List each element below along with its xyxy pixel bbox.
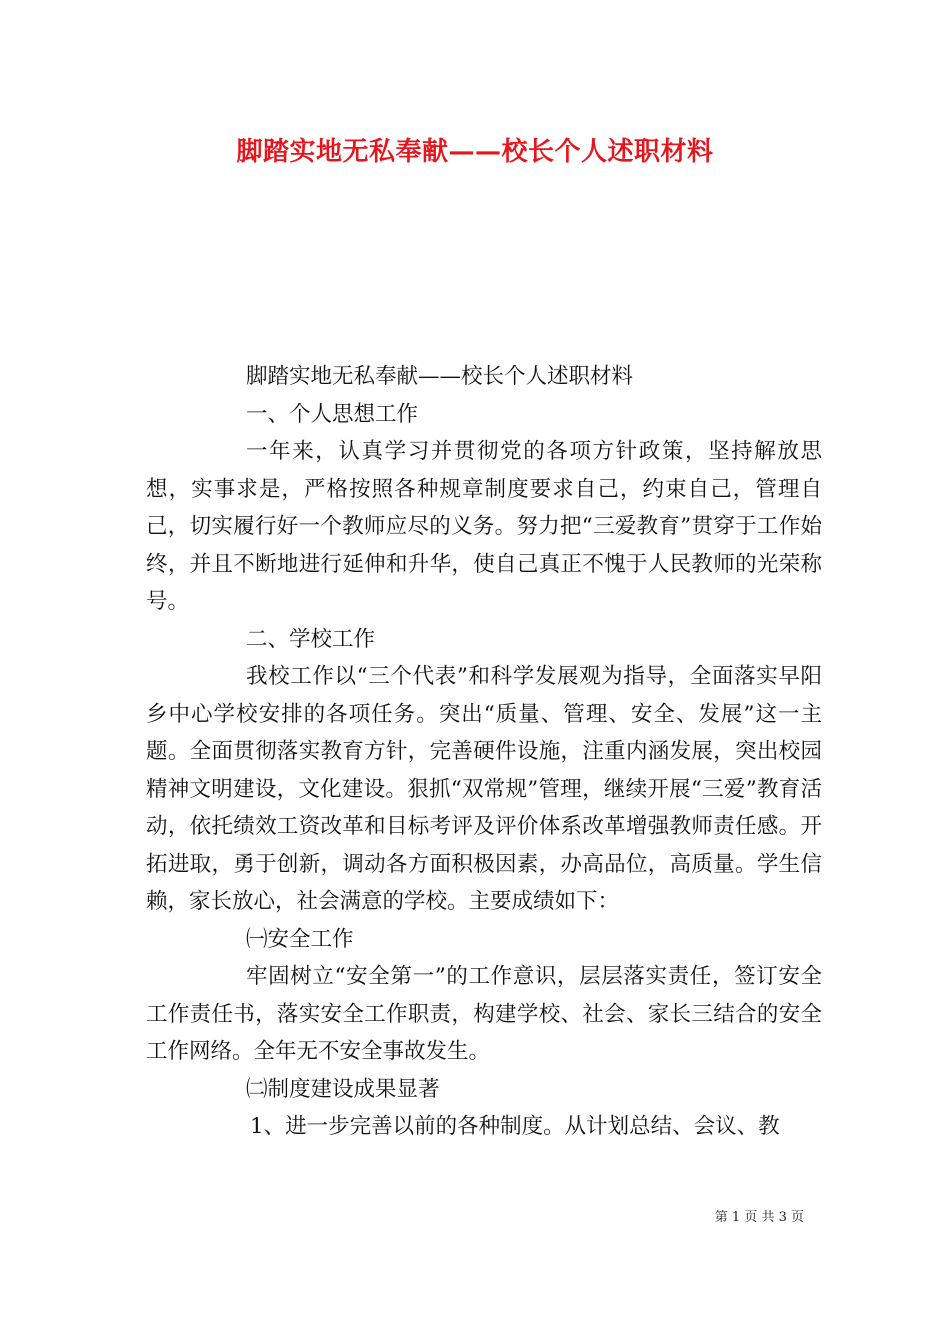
paragraph-personal-thought: 一年来，认真学习并贯彻党的各项方针政策，坚持解放思想，实事求是，严格按照各种规章制度要求自己，约束自己，管理自己，切实履行好一个教师应尽的义务。努力把“三爱教育”贯穿于工作始终，并且不断地进行延伸和升华，使自己真正不愧于人民教师的光荣称号。 <box>146 439 822 614</box>
section-heading-school-work: 二、学校工作 <box>246 626 376 652</box>
document-body <box>146 358 822 1146</box>
paragraph-safety: 牢固树立“安全第一”的工作意识，层层落实责任，签订安全工作责任书，落实安全工作职责，构建学校、社会、家长三结合的安全工作网络。全年无不安全事故发生。 <box>146 964 822 1064</box>
document-title: 脚踏实地无私奉献——校长个人述职材料 <box>236 137 714 167</box>
paragraph-system-building: 1、进一步完善以前的各种制度。从计划总结、会议、教 <box>250 1114 780 1139</box>
body-heading: 脚踏实地无私奉献——校长个人述职材料 <box>246 364 634 389</box>
subheading-safety: ㈠安全工作 <box>246 926 354 952</box>
section-heading-personal-thought: 一、个人思想工作 <box>246 401 419 427</box>
subheading-system-building: ㈡制度建设成果显著 <box>246 1076 440 1102</box>
page-number-footer: 第 1 页 共 3 页 <box>714 1210 804 1225</box>
paragraph-school-work: 我校工作以“三个代表”和科学发展观为指导，全面落实早阳乡中心学校安排的各项任务。突出“质量、管理、安全、发展”这一主题。全面贯彻落实教育方针，完善硬件设施，注重内涵发展，突出校园精神文明建设，文化建设。狠抓“双常规”管理，继续开展“三爱”教育活动，依托绩效工资改革和目标考评及评价体系改革增强教师责任感。开拓进取，勇于创新，调动各方面积极因素，办高品位，高质量。学生信赖，家长放心，社会满意的学校。主要成绩如下： <box>146 664 822 914</box>
